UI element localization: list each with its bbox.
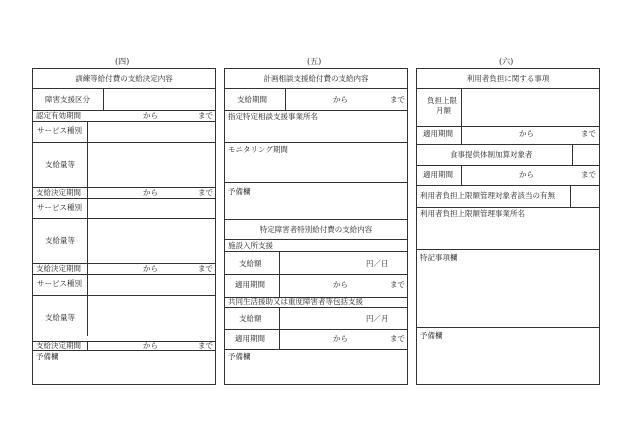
designated-office-label: 指定特定相談支援事業所名	[228, 112, 318, 121]
section-label-6: (六)	[499, 57, 514, 66]
decision-period-label-3: 支給決定期間	[36, 341, 81, 350]
cap-applicable-from: から	[519, 129, 534, 138]
facility-per-day: 円／日	[366, 259, 389, 268]
pay-period-from: から	[333, 95, 348, 104]
cert-period-label: 認定有効期間	[36, 111, 81, 120]
panel-user-burden	[416, 68, 600, 385]
pay-period-to: まで	[390, 95, 405, 104]
panel5-remarks-2: 予備欄	[228, 352, 251, 361]
panel6-remarks: 予備欄	[420, 331, 443, 340]
pay-period-label: 支給期間	[237, 95, 267, 104]
cert-period-to: まで	[198, 111, 213, 120]
monitoring-period-label: モニタリング期間	[228, 145, 288, 154]
amount-label-1: 支給量等	[45, 160, 75, 169]
decision-period-label-2: 支給決定期間	[36, 264, 81, 273]
burden-management-target-label: 利用者負担上限額管理対象者該当の有無	[420, 191, 555, 200]
cap-applicable-to: まで	[581, 129, 596, 138]
decision-period-from-1: から	[143, 188, 158, 197]
facility-support-label: 施設入所支援	[228, 241, 273, 250]
panel4-title: 訓練等給付費の支給決定内容	[75, 74, 173, 83]
group-home-applicable-period-label: 適用期間	[235, 334, 265, 343]
meal-target-label: 食事提供体制加算対象者	[450, 150, 533, 159]
group-home-label: 共同生活援助又は重度障害者等包括支援	[228, 297, 363, 306]
panel6-title: 利用者負担に関する事項	[466, 74, 550, 83]
burden-management-office-label: 利用者負担上限額管理事業所名	[420, 209, 525, 218]
group-home-applicable-to: まで	[390, 334, 405, 343]
amount-label-3: 支給量等	[45, 313, 75, 322]
section-label-5: (五)	[307, 57, 322, 66]
decision-period-from-2: から	[143, 264, 158, 273]
disability-class-label: 障害支援区分	[45, 95, 90, 104]
special-notes-label: 特記事項欄	[420, 253, 458, 262]
facility-applicable-period-label: 適用期間	[235, 280, 265, 289]
meal-applicable-from: から	[519, 170, 534, 179]
service-type-label-2: サービス種別	[37, 203, 82, 212]
service-type-label-3: サービス種別	[37, 279, 82, 288]
cap-applicable-period-label: 適用期間	[423, 129, 453, 138]
section-label-4: (四)	[115, 57, 130, 66]
facility-applicable-from: から	[333, 280, 348, 289]
meal-applicable-to: まで	[581, 170, 596, 179]
decision-period-to-1: まで	[198, 188, 213, 197]
decision-period-from-3: から	[143, 341, 158, 350]
group-home-pay-amount-label: 支給額	[239, 314, 262, 323]
service-type-label-1: サービス種別	[37, 126, 82, 135]
decision-period-label-1: 支給決定期間	[36, 188, 81, 197]
panel5-remarks-1: 予備欄	[228, 187, 251, 196]
decision-period-to-2: まで	[198, 264, 213, 273]
amount-label-2: 支給量等	[45, 236, 75, 245]
panel5-title: 計画相談支援給付費の支給内容	[263, 74, 369, 83]
panel-training-benefits	[32, 68, 216, 385]
burden-cap-label-line2: 月額	[436, 106, 451, 115]
decision-period-to-3: まで	[198, 341, 213, 350]
special-benefits-title: 特定障害者特別給付費の支給内容	[259, 225, 373, 234]
group-home-per-month: 円／月	[366, 314, 389, 323]
panel-planning-consultation	[224, 68, 408, 385]
cert-period-from: から	[143, 111, 158, 120]
burden-cap-label-line1: 負担上限	[427, 96, 457, 105]
facility-applicable-to: まで	[390, 280, 405, 289]
group-home-applicable-from: から	[333, 334, 348, 343]
panel4-remarks: 予備欄	[36, 352, 59, 361]
facility-pay-amount-label: 支給額	[239, 259, 262, 268]
meal-applicable-period-label: 適用期間	[423, 170, 453, 179]
